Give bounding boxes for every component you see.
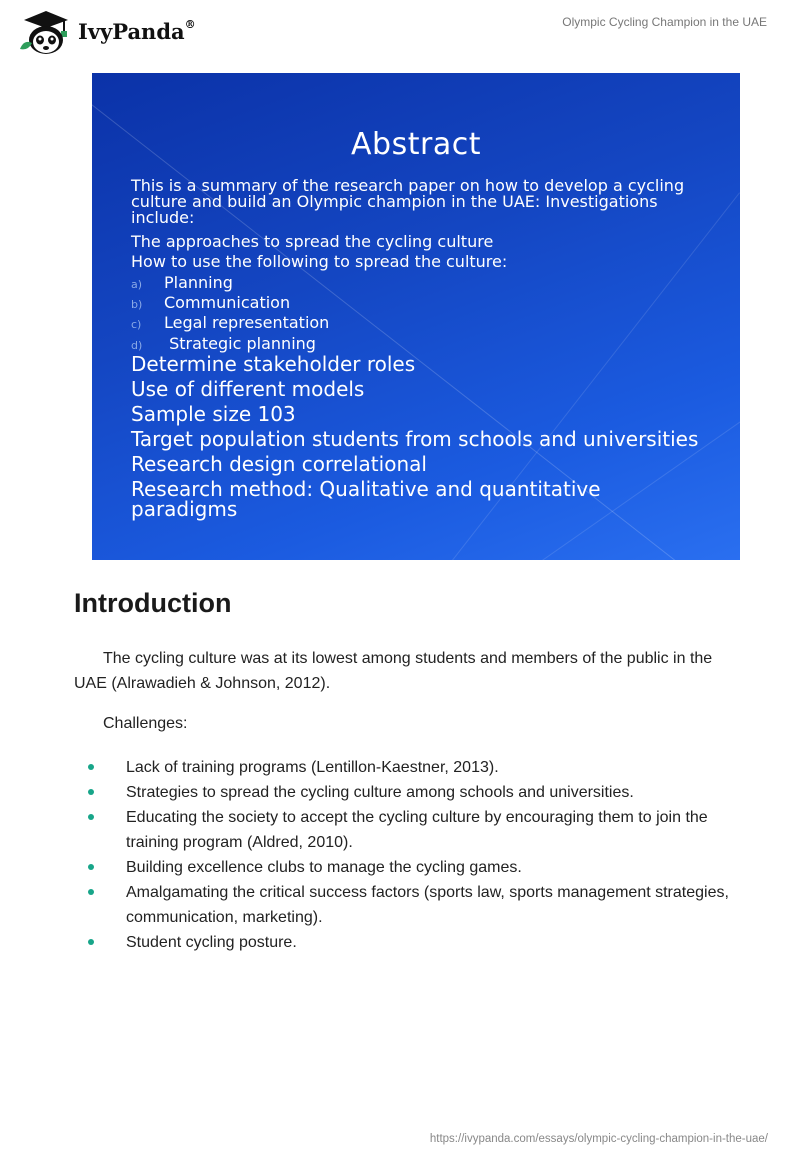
logo-wordmark: IvyPanda® (78, 17, 196, 44)
slide-sub-item: d) Strategic planning (131, 334, 316, 353)
slide-big-item: Target population students from schools and universities (131, 427, 699, 451)
challenges-list (0, 755, 800, 955)
bullet-icon (88, 889, 94, 895)
challenges-label: Challenges: (103, 715, 188, 732)
abstract-slide-image (92, 73, 740, 560)
list-item: Educating the society to accept the cycling culture by encouraging them to join the training program (Aldred, 2010). (0, 805, 800, 855)
slide-line: How to use the following to spread the culture: (131, 252, 508, 271)
slide-big-item: Use of different models (131, 377, 365, 401)
bullet-icon (88, 789, 94, 795)
bullet-icon (88, 864, 94, 870)
slide-sub-item: b) Communication (131, 293, 291, 312)
page-header (0, 0, 800, 60)
ivypanda-logo[interactable] (16, 8, 196, 56)
list-item: Student cycling posture. (0, 930, 800, 955)
slide-big-item: Determine stakeholder roles (131, 352, 416, 376)
slide-intro: This is a summary of the research paper on how to develop a cycling culture and build an Olympic champion in the UAE: Investigations include: (131, 176, 685, 227)
document-title: Olympic Cycling Champion in the UAE (562, 15, 767, 29)
slide-sub-item: a) Planning (131, 273, 233, 292)
intro-paragraph: The cycling culture was at its lowest among students and members of the public in the UAE (Alrawadieh & Johnson, 2012). (74, 650, 713, 692)
bullet-icon (88, 764, 94, 770)
source-url-link[interactable]: https://ivypanda.com/essays/olympic-cycling-champion-in-the-uae/ (429, 1133, 768, 1145)
bullet-icon (88, 814, 94, 820)
slide-big-item: Sample size 103 (131, 402, 296, 426)
slide-line: The approaches to spread the cycling culture (131, 232, 494, 251)
panda-graduate-icon (16, 9, 76, 55)
list-item: Lack of training programs (Lentillon-Kaestner, 2013). (0, 755, 800, 780)
list-item: Building excellence clubs to manage the cycling games. (0, 855, 800, 880)
section-heading-introduction: Introduction (74, 588, 232, 618)
slide-big-item: Research design correlational (131, 452, 427, 476)
list-item: Strategies to spread the cycling culture among schools and universities. (0, 780, 800, 805)
list-item: Amalgamating the critical success factors (sports law, sports management strategies, communication, marketing). (0, 880, 800, 930)
slide-title: Abstract (351, 127, 481, 162)
slide-big-item: Research method: Qualitative and quantitative paradigms (131, 477, 601, 521)
slide-sub-item: c) Legal representation (131, 313, 330, 332)
bullet-icon (88, 939, 94, 945)
